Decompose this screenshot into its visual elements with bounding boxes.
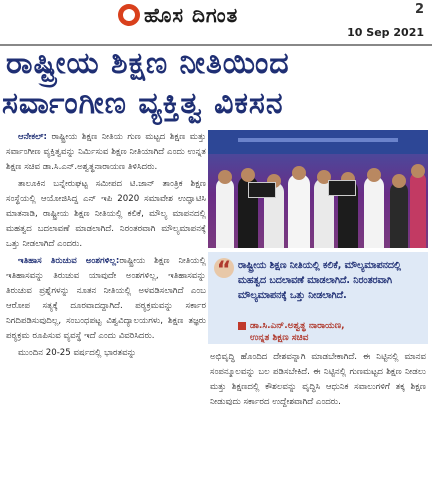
person-head (392, 174, 406, 188)
paragraph-3 (6, 254, 206, 344)
paragraph-3-text: ರಾಷ್ಟ್ರೀಯ ಶಿಕ್ಷಣ ನೀತಿಯಲ್ಲಿ ಇತಿಹಾಸವನ್ನು ತಿರುಚುವ ಯಾವುದೇ ಅಂಶಗಳಿಲ್ಲ, ಇತಿಹಾಸವನ್ನು ತಿರುಚುವ ಪ್ರಶ್ನೆಗಳನ್ನು ನೂತನ ನೀತಿಯಲ್ಲಿ ಅಳವಡಿಸಲಾಗಿದೆ ಎಂಬ ಆರೋಪ ಸತ್ಯಕ್ಕೆ ದೂರವಾದದ್ದಾಗಿದೆ. ಪಠ್ಯಕ್ರಮವನ್ನು ಸರ್ಕಾರ ನಿಗದಿಪಡಿಸುವುದಿಲ್ಲ, ಸಂಬಂಧಪಟ್ಟ ವಿಶ್ವವಿದ್ಯಾಲಯಗಳು, ಶಿಕ್ಷಣ ತಜ್ಞರು ಪಠ್ಯಕ್ರಮ ರೂಪಿಸುವ ವ್ಯವಸ್ಥೆ ಇದೆ ಎಂದು ವಿವರಿಸಿದರು. (6, 256, 206, 341)
person-head (367, 168, 381, 182)
subheading: ಇತಿಹಾಸ ತಿರುಚುವ ಅಂಶಗಳಿಲ್ಲ: (18, 256, 120, 266)
person-head (411, 164, 425, 178)
person-figure (288, 174, 310, 248)
event-photo (208, 130, 428, 248)
paragraph-1 (6, 130, 206, 175)
newspaper-title: ಹೊಸ ದಿಗಂತ (144, 3, 239, 27)
pull-quote (208, 252, 428, 344)
person-head (292, 166, 306, 180)
masthead (0, 0, 432, 44)
headline-line-1: ರಾಷ್ಟ್ರೀಯ ಶಿಕ್ಷಣ ನೀತಿಯಿಂದ (6, 46, 290, 81)
paragraph-2: ತಾಲೂಕಿನ ಬನ್ನೇರುಘಟ್ಟ ಸಮೀಪದ ಟಿ.ಜಾನ್ ತಾಂತ್ರಿಕ ಶಿಕ್ಷಣ ಸಂಸ್ಥೆಯಲ್ಲಿ ಆಯೋಜಿಸಿದ್ದ ಎನ್ ಇಪಿ 2020 ಸಮಾವೇಶ ಉದ್ಘಾಟಿಸಿ ಮಾತನಾಡಿ, ರಾಷ್ಟ್ರೀಯ ಶಿಕ್ಷಣ ನೀತಿಯಲ್ಲಿ ಕಲಿಕೆ, ಮೌಲ್ಯ ಮಾಪನದಲ್ಲಿ ಮಹತ್ವದ ಬದಲಾವಣೆ ಮಾಡಲಾಗಿದೆ. ನಿರಂತರವಾಗಿ ಮೌಲ್ಯಮಾಪನಕ್ಕೆ ಒತ್ತು ನೀಡಲಾಗಿದೆ ಎಂದರು. (6, 179, 206, 249)
plaque (248, 182, 276, 198)
headline (2, 46, 430, 124)
stage-banner (208, 130, 428, 154)
article-right-column (210, 350, 426, 480)
quote-author: ಡಾ.ಸಿ.ಎನ್.ಅಶ್ವತ್ಥ ನಾರಾಯಣ, (250, 321, 345, 331)
person-figure (216, 178, 234, 248)
quote-icon: “ (214, 258, 234, 278)
quote-text: ರಾಷ್ಟ್ರೀಯ ಶಿಕ್ಷಣ ನೀತಿಯಲ್ಲಿ ಕಲಿಕೆ, ಮೌಲ್ಯಮಾಪನದಲ್ಲಿ ಮಹತ್ವದ ಬದಲಾವಣೆ ಮಾಡಲಾಗಿದೆ. ನಿರಂತರವಾಗಿ ಮೌಲ್ಯಮಾಪನಕ್ಕೆ ಒತ್ತು ನೀಡಲಾಗಿದೆ. (238, 260, 401, 301)
page-number: 2 (414, 2, 424, 17)
article-left-column (6, 130, 206, 480)
paragraph-5: ಅಭಿವೃದ್ಧಿ ಹೊಂದಿದ ದೇಶವನ್ನಾಗಿ ಮಾಡಬೇಕಾಗಿದೆ. ಈ ನಿಟ್ಟಿನಲ್ಲಿ ಮಾನವ ಸಂಪನ್ಮೂಲವನ್ನು ಬಲ ಪಡಿಸಬೇಕಿದೆ. ಈ ನಿಟ್ಟಿನಲ್ಲಿ ಗುಣಮಟ್ಟದ ಶಿಕ್ಷಣ ನೀಡಲು ಮತ್ತು ಶಿಕ್ಷಣದಲ್ಲಿ ಕೌಶಲವನ್ನು ವೃದ್ಧಿಸಿ ಆಧುನಿಕ ಸವಾಲುಗಳಿಗೆ ತಕ್ಕ ಶಿಕ್ಷಣ ನೀಡುವುದು ಸರ್ಕಾರದ ಉದ್ದೇಶವಾಗಿದೆ ಎಂದರು. (210, 352, 426, 407)
headline-line-2: ಸರ್ವಾಂಗೀಣ ವ್ಯಕ್ತಿತ್ವ ವಿಕಸನ (2, 86, 284, 121)
paragraph-1-text: ರಾಷ್ಟ್ರೀಯ ಶಿಕ್ಷಣ ನೀತಿಯ ಗುಣ ಮಟ್ಟದ ಶಿಕ್ಷಣ ಮತ್ತು ಸರ್ವಾಂಗೀಣ ವ್ಯಕ್ತಿತ್ವವನ್ನು ನಿರ್ಮಿಸುವ ಶಿಕ್ಷಣ ನೀತಿಯಾಗಿದೆ ಎಂದು ಉನ್ನತ ಶಿಕ್ಷಣ ಸಚಿವ ಡಾ.ಸಿ.ಎನ್.ಅಶ್ವತ್ಥನಾರಾಯಣ ತಿಳಿಸಿದರು. (6, 132, 206, 172)
person-figure (390, 182, 408, 248)
square-bullet-icon (238, 322, 246, 330)
paragraph-4: ಮುಂದಿನ 20-25 ವರ್ಷದಲ್ಲಿ ಭಾರತವನ್ನು (18, 348, 137, 358)
person-head (218, 170, 232, 184)
newspaper-logo (118, 2, 238, 28)
quote-attribution (238, 320, 424, 344)
publication-date: 10 Sep 2021 (347, 26, 424, 39)
plaque (328, 180, 356, 196)
logo-icon (118, 4, 140, 26)
quote-author-title: ಉನ್ನತ ಶಿಕ್ಷಣ ಸಚಿವ (250, 333, 309, 343)
dateline: ಆನೇಕಲ್: (18, 132, 47, 142)
person-figure (410, 172, 426, 248)
person-head (241, 168, 255, 182)
person-figure (364, 176, 384, 248)
